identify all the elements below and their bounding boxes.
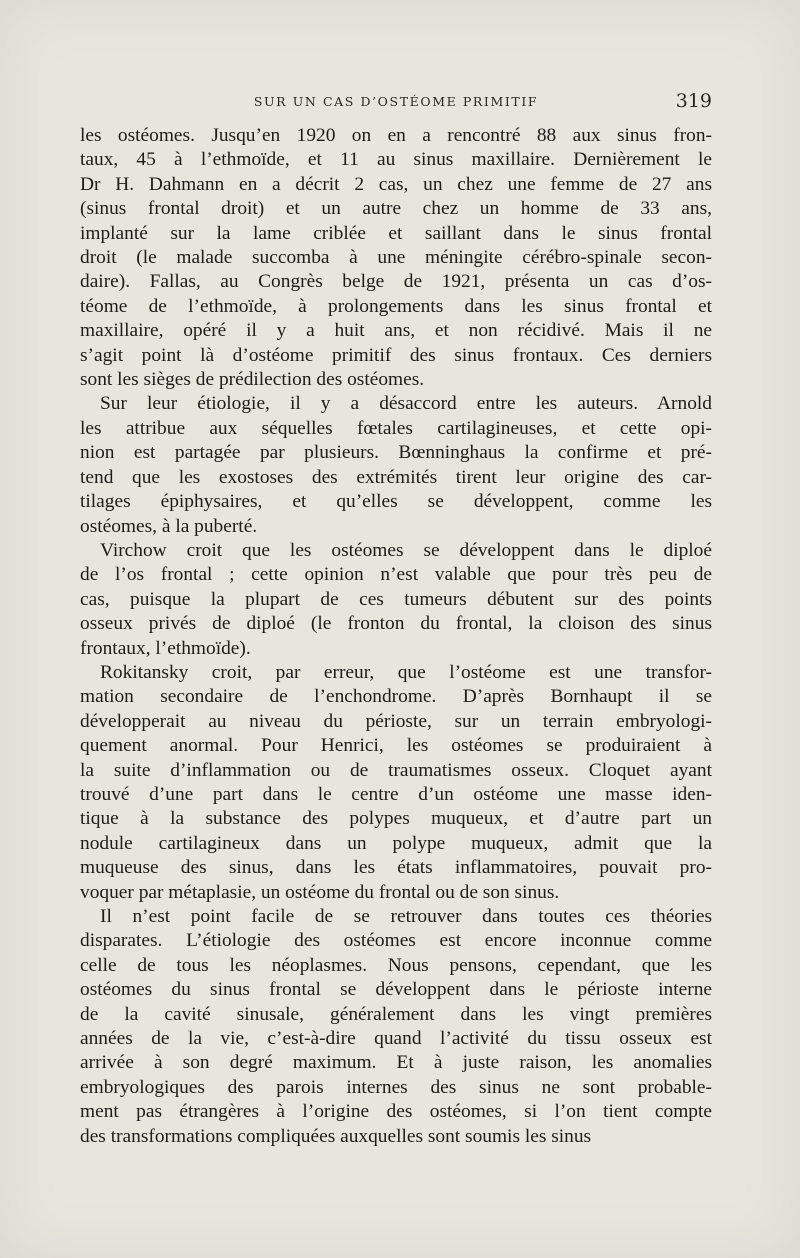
text-line: osseux privés de diploé (le fronton du frontal, la cloison des sinus bbox=[80, 613, 712, 635]
running-title: SUR UN CAS D’OSTÉOME PRIMITIF bbox=[253, 94, 539, 109]
text-line: téome de l’ethmoïde, à prolongements dans les sinus frontal et bbox=[80, 295, 712, 317]
text-line: développerait au niveau du périoste, sur un terrain embryologi- bbox=[80, 710, 712, 732]
text-line: ostéomes du sinus frontal se développent dans le périoste interne bbox=[80, 979, 712, 1001]
text-line: sont les sièges de prédilection des ostéomes. bbox=[80, 369, 425, 391]
text-line: tend que les exostoses des extrémités tirent leur origine des car- bbox=[80, 466, 712, 488]
text-line: muqueuse des sinus, dans les états inflammatoires, pouvait pro- bbox=[80, 857, 712, 879]
text-line: nion est partagée par plusieurs. Bœnninghaus la confirme et pré- bbox=[80, 442, 712, 464]
paragraph bbox=[80, 661, 712, 905]
text-line: Il n’est point facile de se retrouver dans toutes ces théories bbox=[100, 906, 712, 927]
text-line: disparates. L’étiologie des ostéomes est encore inconnue comme bbox=[80, 930, 712, 952]
paragraph bbox=[80, 905, 712, 1149]
text-line: s’agit point là d’ostéome primitif des sinus frontaux. Ces derniers bbox=[80, 344, 712, 366]
text-line: nodule cartilagineux dans un polype muqueux, admit que la bbox=[80, 832, 712, 854]
text-line: quement anormal. Pour Henrici, les ostéomes se produiraient à bbox=[80, 735, 712, 757]
text-line: de la cavité sinusale, généralement dans les vingt premières bbox=[80, 1003, 712, 1025]
text-line: arrivée à son degré maximum. Et à juste raison, les anomalies bbox=[80, 1052, 712, 1074]
text-line: maxillaire, opéré il y a huit ans, et non récidivé. Mais il ne bbox=[80, 320, 712, 342]
text-line: ment pas étrangères à l’origine des ostéomes, si l’on tient compte bbox=[80, 1101, 712, 1123]
text-line: daire). Fallas, au Congrès belge de 1921, présenta un cas d’os- bbox=[80, 271, 712, 293]
text-line: de l’os frontal ; cette opinion n’est valable que pour très peu de bbox=[80, 564, 712, 586]
text-line: trouvé d’une part dans le centre d’un ostéome une masse iden- bbox=[80, 783, 712, 805]
text-line: voquer par métaplasie, un ostéome du frontal ou de son sinus. bbox=[80, 881, 560, 903]
text-line: les attribue aux séquelles fœtales cartilagineuses, et cette opi- bbox=[80, 417, 712, 439]
text-line: années de la vie, c’est-à-dire quand l’activité du tissu osseux est bbox=[80, 1028, 712, 1050]
text-line: tique à la substance des polypes muqueux, et d’autre part un bbox=[80, 808, 712, 830]
paragraph bbox=[80, 539, 712, 661]
text-line: ostéomes, à la puberté. bbox=[80, 515, 258, 537]
text-line: frontaux, l’ethmoïde). bbox=[80, 637, 251, 659]
text-line: la suite d’inflammation ou de traumatismes osseux. Cloquet ayant bbox=[80, 759, 712, 781]
text-line: mation secondaire de l’enchondrome. D’après Bornhaupt il se bbox=[80, 686, 712, 708]
text-line: droit (le malade succomba à une méningite cérébro-spinale secon- bbox=[80, 247, 712, 269]
text-line: Rokitansky croit, par erreur, que l’ostéome est une transfor- bbox=[100, 661, 712, 683]
text-line: Sur leur étiologie, il y a désaccord entre les auteurs. Arnold bbox=[100, 393, 712, 415]
text-line: des transformations compliquées auxquelles sont soumis les sinus bbox=[80, 1125, 592, 1147]
text-line: (sinus frontal droit) et un autre chez un homme de 33 ans, bbox=[80, 198, 712, 220]
text-line: celle de tous les néoplasmes. Nous pensons, cependant, que les bbox=[80, 954, 712, 976]
text-line: taux, 45 à l’ethmoïde, et 11 au sinus maxillaire. Dernièrement le bbox=[80, 149, 712, 171]
page-number: 319 bbox=[675, 90, 712, 112]
text-line: implanté sur la lame criblée et saillant dans le sinus frontal bbox=[80, 222, 712, 244]
text-line: cas, puisque la plupart de ces tumeurs débutent sur des points bbox=[80, 588, 712, 610]
body-text bbox=[80, 124, 712, 1149]
text-line: Dr H. Dahmann en a décrit 2 cas, un chez une femme de 27 ans bbox=[80, 173, 712, 195]
running-header bbox=[80, 90, 712, 114]
paragraph bbox=[80, 392, 712, 538]
paragraph bbox=[80, 124, 712, 392]
text-line: tilages épiphysaires, et qu’elles se développent, comme les bbox=[80, 491, 712, 513]
text-line: les ostéomes. Jusqu’en 1920 on en a rencontré 88 aux sinus fron- bbox=[80, 125, 712, 146]
text-line: embryologiques des parois internes des sinus ne sont probable- bbox=[80, 1076, 712, 1098]
text-line: Virchow croit que les ostéomes se développent dans le diploé bbox=[100, 539, 712, 561]
